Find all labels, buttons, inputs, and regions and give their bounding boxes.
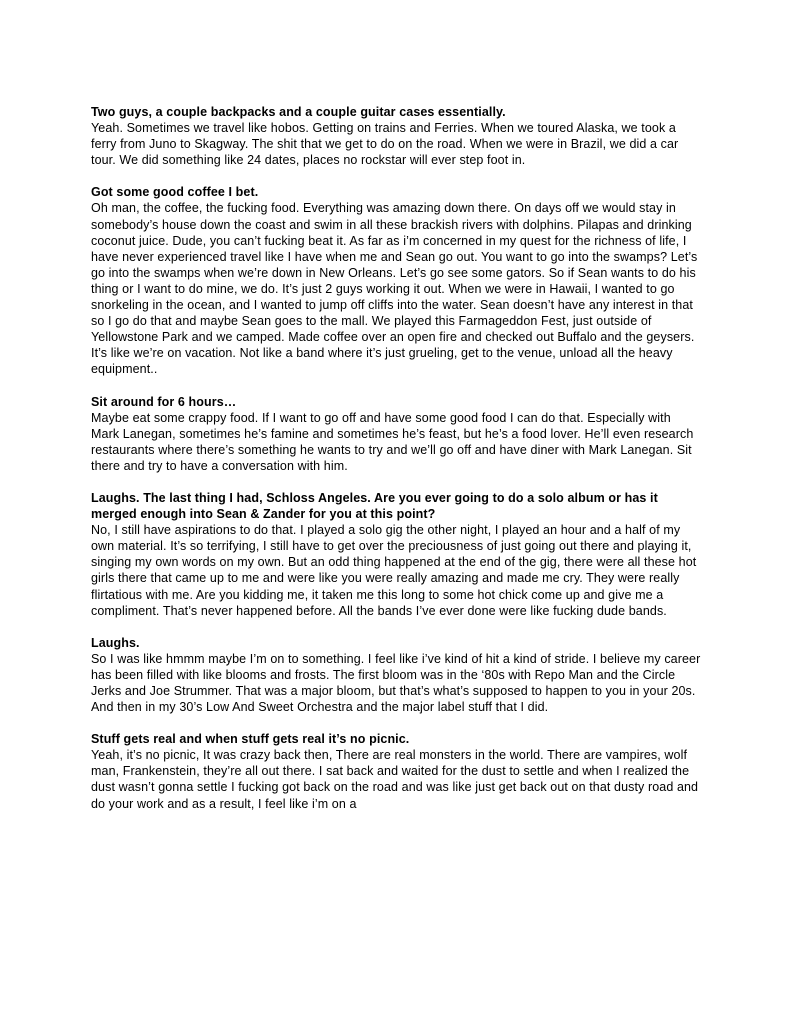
interview-answer: No, I still have aspirations to do that. I played a solo gig the other night, I played an hour and a half of my own material. It’s so terrifying, I still have to get over the preciousness of just going out there and playing it, singing my own words on my own. But an odd thing happened at the end of the gig, there were all these hot girls there that came up to me and were like you were really amazing and made me cry. They were really flirtatious with me. Are you kidding me, it taken me this long to some hot chick come up and give me a compliment. That’s never happened before. All the bands I’ve ever done were like fucking dude bands. [91,523,697,618]
qa-section [91,104,702,168]
qa-section [91,394,702,474]
transcript-content [91,104,702,828]
interview-question: Two guys, a couple backpacks and a couple guitar cases essentially. [91,105,506,119]
qa-section [91,635,702,715]
interview-answer: Yeah, it’s no picnic, It was crazy back then, There are real monsters in the world. There are vampires, wolf man, Frankenstein, they’re all out there. I sat back and waited for the dust to settle and when I realized the dust wasn’t gonna settle I fucking got back on the road and was like just get back out on that dusty road and do your work and as a result, I feel like i’m on a [91,748,699,811]
interview-question: Got some good coffee I bet. [91,185,259,200]
interview-question: Laughs. The last thing I had, Schloss Angeles. Are you ever going to do a solo album or has it merged enough into Sean & Zander for you at this point? [91,490,658,522]
interview-question: Laughs. [91,635,140,650]
interview-question: Sit around for 6 hours… [91,394,237,409]
qa-section [91,184,702,377]
interview-answer: Yeah. Sometimes we travel like hobos. Getting on trains and Ferries. When we toured Alaska, we took a ferry from Juno to Skagway. The shit that we get to do on the road. When we were in Brazil, we did a car tour. We did something like 24 dates, places no rockstar will ever step foot in. [91,121,679,168]
interview-answer: Oh man, the coffee, the fucking food. Everything was amazing down there. On days off we would stay in somebody’s house down the coast and swim in all these brackish rivers with dolphins. Pilapas and drinking coconut juice. Dude, you can’t fucking beat it. As far as i’m concerned in my quest for the richness of life, I have never experienced travel like I have when me and Sean go out. You want to go into the swamps? Let’s go into the swamps when we’re down in New Orleans. Let’s go see some gators. So if Sean wants to do his thing or I want to do mine, we do. It’s just 2 guys working it out. When we were in Hawaii, I wanted to go snorkeling in the ocean, and I wanted to jump off cliffs into the water. Sean doesn’t have any interest in that so I go do that and maybe Sean goes to the mall. We played this Farmageddon Fest, just outside of Yellowstone Park and we camped. Made coffee over an open fire and checked out Buffalo and the geysers. It’s like we’re on vacation. Not like a band where it’s just grueling, get to the venue, unload all the heavy equipment.. [91,201,698,377]
interview-answer: So I was like hmmm maybe I’m on to something. I feel like i’ve kind of hit a kind of stride. I believe my career has been filled with like blooms and frosts. The first bloom was in the ‘80s with Repo Man and the Circle Jerks and Joe Strummer. That was a major bloom, but that’s what’s supposed to happen to you in your 20s. And then in my 30’s Low And Sweet Orchestra and the major label stuff that I did. [91,651,701,715]
qa-section [91,731,702,811]
interview-answer: Maybe eat some crappy food. If I want to go off and have some good food I can do that. Especially with Mark Lanegan, sometimes he’s famine and sometimes he’s feast, but he’s a food lover. He’ll even research restaurants where there’s something he wants to try and we’ll go off and have diner with Mark Lanegan. Sit there and try to have a conversation with him. [91,410,694,473]
qa-section [91,490,702,619]
interview-question: Stuff gets real and when stuff gets real it’s no picnic. [91,732,410,747]
